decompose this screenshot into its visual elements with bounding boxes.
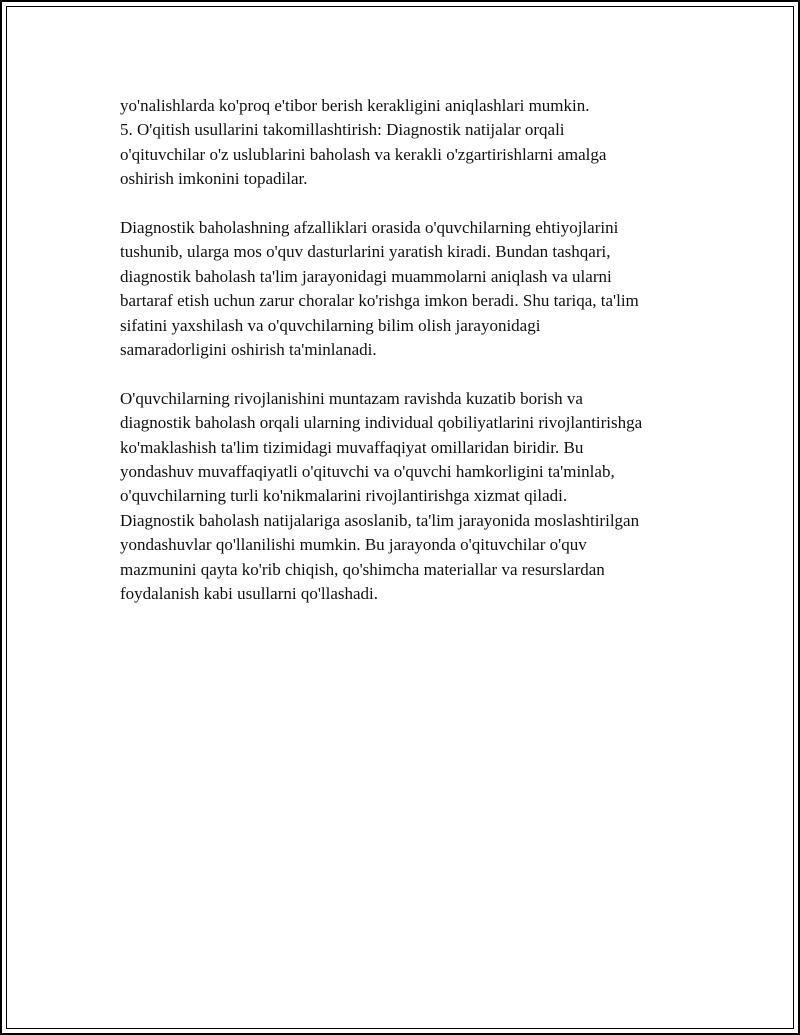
paragraph-3-line-5: o'quvchilarning turli ko'nikmalarini rivojlantirishga xizmat qiladi.: [120, 486, 568, 506]
paragraph-3-line-8: mazmunini qayta ko'rib chiqish, qo'shimcha materiallar va resurslardan: [120, 559, 605, 579]
paragraph-2-line-4: bartaraf etish uchun zarur choralar ko'rishga imkon beradi. Shu tariqa, ta'lim: [120, 291, 639, 311]
paragraph-3-line-9: foydalanish kabi usullarni qo'llashadi.: [120, 584, 379, 604]
document-body: [120, 94, 710, 607]
paragraph-2-line-6: samaradorligini oshirish ta'minlanadi.: [120, 340, 377, 360]
paragraph-3-line-7: yondashuvlar qo'llanilishi mumkin. Bu jarayonda o'qituvchilar o'quv: [120, 535, 587, 555]
paragraph-3-line-1: O'quvchilarning rivojlanishini muntazam ravishda kuzatib borish va: [120, 388, 583, 408]
paragraph-2-line-2: tushunib, ularga mos o'quv dasturlarini yaratish kiradi. Bundan tashqari,: [120, 242, 611, 262]
paragraph-2-line-3: diagnostik baholash ta'lim jarayonidagi muammolarni aniqlash va ularni: [120, 266, 612, 286]
paragraph-3-line-3: ko'maklashish ta'lim tizimidagi muvaffaqiyat omillaridan biridir. Bu: [120, 437, 584, 457]
paragraph-2-line-5: sifatini yaxshilash va o'quvchilarning bilim olish jarayonidagi: [120, 315, 541, 335]
paragraph-3-line-2: diagnostik baholash orqali ularning individual qobiliyatlarini rivojlantirishga: [120, 413, 643, 433]
paragraph-3-line-4: yondashuv muvaffaqiyatli o'qituvchi va o'quvchi hamkorligini ta'minlab,: [120, 462, 615, 482]
paragraph-1-line-1: yo'nalishlarda ko'proq e'tibor berish kerakligini aniqlashlari mumkin.: [120, 96, 590, 115]
paragraph-1-line-4: oshirish imkonini topadilar.: [120, 169, 308, 189]
paragraph-1-line-3: o'qituvchilar o'z uslublarini baholash va kerakli o'zgartirishlarni amalga: [120, 144, 607, 164]
paragraph-2-line-1: Diagnostik baholashning afzalliklari orasida o'quvchilarning ehtiyojlarini: [120, 218, 619, 238]
paragraph-1-line-2: 5. O'qitish usullarini takomillashtirish: Diagnostik natijalar orqali: [120, 120, 565, 140]
paragraph-3-line-6: Diagnostik baholash natijalariga asoslanib, ta'lim jarayonida moslashtirilgan: [120, 510, 640, 530]
